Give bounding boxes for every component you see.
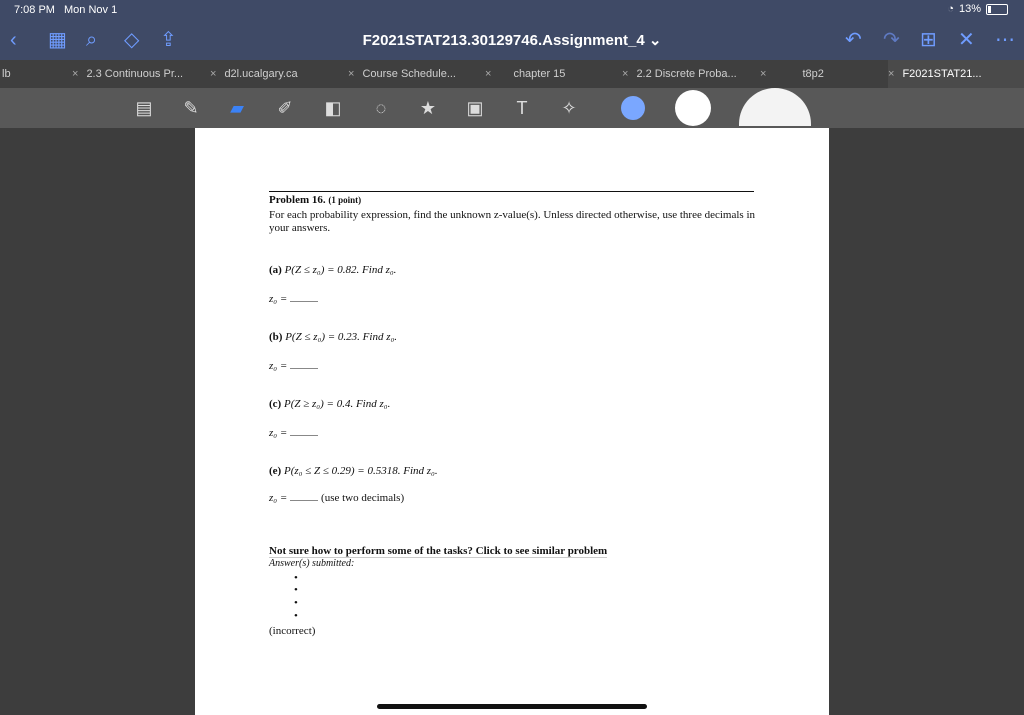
lasso-icon[interactable]: ◌: [375, 98, 387, 118]
status-time: 7:08 PM: [14, 4, 55, 16]
highlighter-icon[interactable]: ✐: [277, 98, 293, 118]
answer-e: z₀ = (use two decimals): [269, 492, 405, 504]
tab-active-assignment[interactable]: × F2021STAT21...: [888, 60, 1024, 88]
redo-icon[interactable]: ↷: [883, 29, 900, 51]
tab-continuous[interactable]: × 2.3 Continuous Pr...: [72, 68, 184, 80]
answer-blank[interactable]: [290, 359, 318, 369]
top-rule: [269, 191, 754, 192]
back-icon[interactable]: ‹: [10, 29, 17, 51]
app-toolbar: [0, 22, 1024, 60]
similar-problem-link[interactable]: Not sure how to perform some of the tasks? Click to see similar problem: [269, 545, 608, 557]
answer-blank[interactable]: [290, 426, 318, 436]
wifi-icon: ◔: [947, 3, 954, 15]
battery-icon: [986, 4, 1008, 15]
bullet: •: [294, 584, 298, 596]
color-swatch-white[interactable]: [675, 90, 711, 126]
tab-discrete[interactable]: × 2.2 Discrete Proba...: [622, 68, 737, 80]
answer-c: z₀ =: [269, 426, 318, 439]
grid-view-icon[interactable]: ▦: [48, 29, 67, 51]
image-icon[interactable]: ▣: [466, 98, 484, 118]
sticker-icon[interactable]: ★: [419, 98, 437, 118]
tab-lb[interactable]: lb: [2, 68, 11, 80]
part-a: (a) P(Z ≤ z₀) = 0.82. Find z₀.: [269, 264, 397, 276]
status-right: [947, 3, 1008, 15]
answer-b: z₀ =: [269, 359, 318, 372]
problem-heading: Problem 16. (1 point): [269, 194, 362, 206]
part-b: (b) P(Z ≤ z₀) = 0.23. Find z₀.: [269, 331, 398, 343]
answer-blank[interactable]: [290, 292, 318, 302]
bullet: •: [294, 597, 298, 609]
close-tab-icon[interactable]: ×: [72, 68, 79, 80]
home-indicator[interactable]: [377, 704, 647, 709]
document-title[interactable]: F2021STAT213.30129746.Assignment_4 ⌄: [362, 32, 662, 49]
document-page: [195, 128, 829, 715]
close-tab-icon[interactable]: ×: [622, 68, 629, 80]
tab-bar: [0, 60, 1024, 89]
undo-icon[interactable]: ↶: [845, 29, 862, 51]
tab-d2l[interactable]: × d2l.ucalgary.ca: [210, 68, 298, 80]
submitted-label: Answer(s) submitted:: [269, 558, 355, 569]
color-swatch-blue[interactable]: [621, 96, 645, 120]
laser-pointer-icon[interactable]: ✧: [561, 98, 577, 118]
battery-percent: 13%: [958, 3, 981, 15]
close-tab-icon[interactable]: ×: [888, 68, 895, 80]
result-status: (incorrect): [269, 625, 316, 637]
color-swatch-transparent[interactable]: [739, 88, 811, 126]
instructions: For each probability expression, find the unknown z-value(s). Unless directed otherwise, use three decimals in your answers.: [269, 209, 755, 234]
part-c: (c) P(Z ≥ z₀) = 0.4. Find z₀.: [269, 398, 391, 410]
eraser-icon[interactable]: ▰: [230, 98, 244, 118]
close-icon[interactable]: ✕: [958, 29, 975, 51]
bullet: •: [294, 610, 298, 622]
answer-blank[interactable]: [290, 491, 318, 501]
share-icon[interactable]: ⇪: [160, 29, 177, 51]
answer-a: z₀ =: [269, 292, 318, 305]
text-icon[interactable]: T: [516, 98, 528, 118]
search-icon[interactable]: ⌕: [86, 29, 98, 51]
close-tab-icon[interactable]: ×: [348, 68, 355, 80]
reader-icon[interactable]: ▤: [135, 98, 153, 118]
close-tab-icon[interactable]: ×: [760, 68, 767, 80]
bookmark-icon[interactable]: ◇: [124, 29, 140, 51]
more-icon[interactable]: ⋯: [995, 29, 1015, 51]
tab-chapter-15[interactable]: × chapter 15: [485, 68, 566, 80]
part-e: (e) P(z₀ ≤ Z ≤ 0.29) = 0.5318. Find z₀.: [269, 465, 438, 477]
close-tab-icon[interactable]: ×: [210, 68, 217, 80]
pen-icon[interactable]: ✎: [183, 98, 199, 118]
tab-course-schedule[interactable]: × Course Schedule...: [348, 68, 456, 80]
annotation-toolbar: [0, 88, 1024, 128]
shapes-icon[interactable]: ◧: [324, 98, 342, 118]
status-bar: [0, 0, 1024, 22]
add-page-icon[interactable]: ⊞: [920, 29, 937, 51]
close-tab-icon[interactable]: ×: [485, 68, 492, 80]
tab-t8p2[interactable]: × t8p2: [760, 68, 824, 80]
bullet: •: [294, 572, 298, 584]
status-date: Mon Nov 1: [64, 4, 118, 16]
